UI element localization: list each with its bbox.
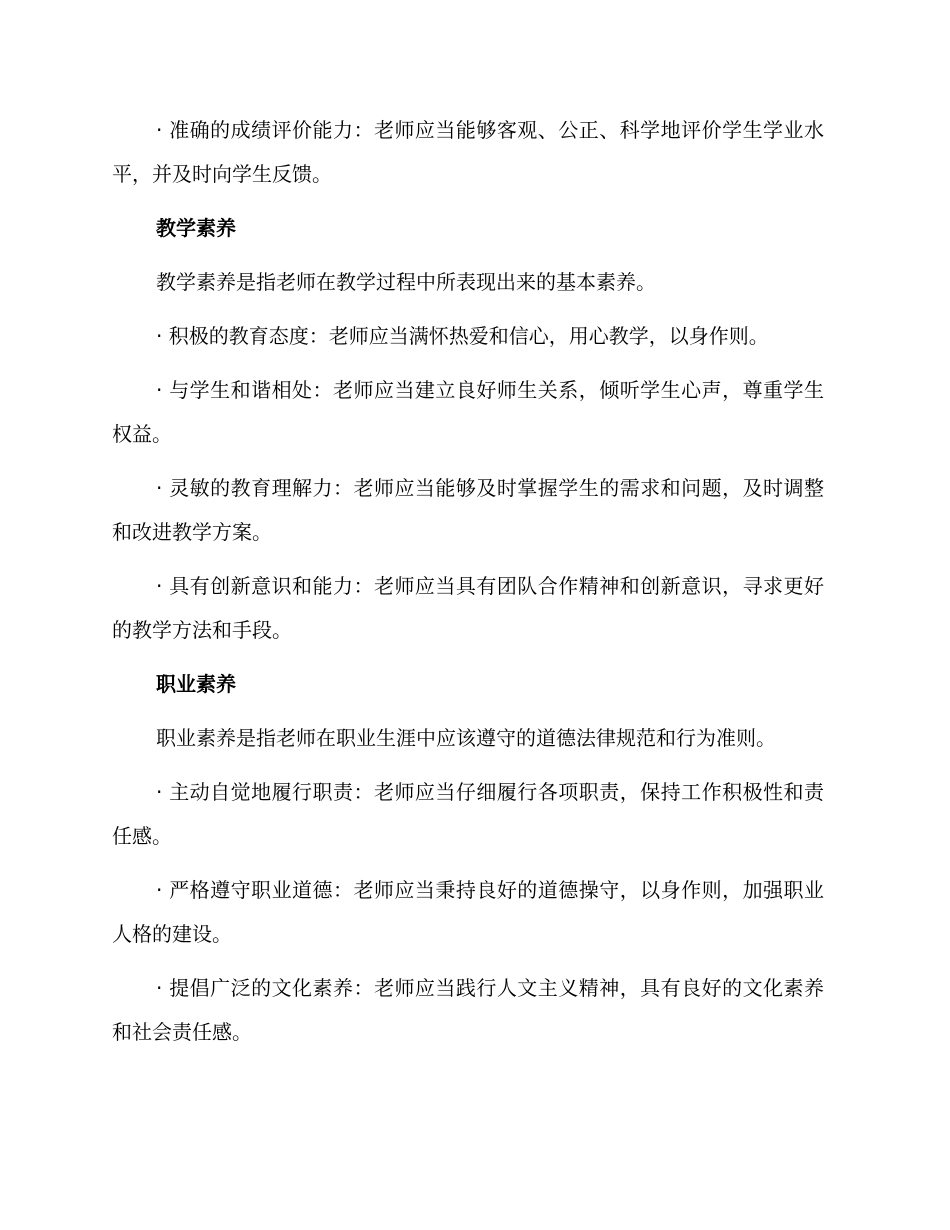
document-body xyxy=(112,108,824,1064)
bullet-understanding: · 灵敏的教育理解力：老师应当能够及时掌握学生的需求和问题，及时调整和改进教学方案。 xyxy=(112,476,824,544)
bullet-grading-ability: · 准确的成绩评价能力：老师应当能够客观、公正、科学地评价学生学业水平，并及时向学生反馈。 xyxy=(112,118,824,186)
bullet-ethics: · 严格遵守职业道德：老师应当秉持良好的道德操守，以身作则，加强职业人格的建设。 xyxy=(112,878,824,946)
bullet-duties: · 主动自觉地履行职责：老师应当仔细履行各项职责，保持工作积极性和责任感。 xyxy=(112,780,824,848)
paragraph-professional-intro: 职业素养是指老师在职业生涯中应该遵守的道德法律规范和行为准则。 xyxy=(156,726,776,750)
bullet-culture: · 提倡广泛的文化素养：老师应当践行人文主义精神，具有良好的文化素养和社会责任感。 xyxy=(112,976,824,1044)
paragraph-teaching-intro: 教学素养是指老师在教学过程中所表现出来的基本素养。 xyxy=(156,270,656,294)
bullet-innovation: · 具有创新意识和能力：老师应当具有团队合作精神和创新意识，寻求更好的教学方法和手段。 xyxy=(112,574,824,642)
section-heading-professional: 职业素养 xyxy=(156,672,236,696)
bullet-positive-attitude: · 积极的教育态度：老师应当满怀热爱和信心，用心教学，以身作则。 xyxy=(156,324,769,348)
bullet-student-relations: · 与学生和谐相处：老师应当建立良好师生关系，倾听学生心声，尊重学生权益。 xyxy=(112,378,824,446)
section-heading-teaching: 教学素养 xyxy=(156,216,236,240)
